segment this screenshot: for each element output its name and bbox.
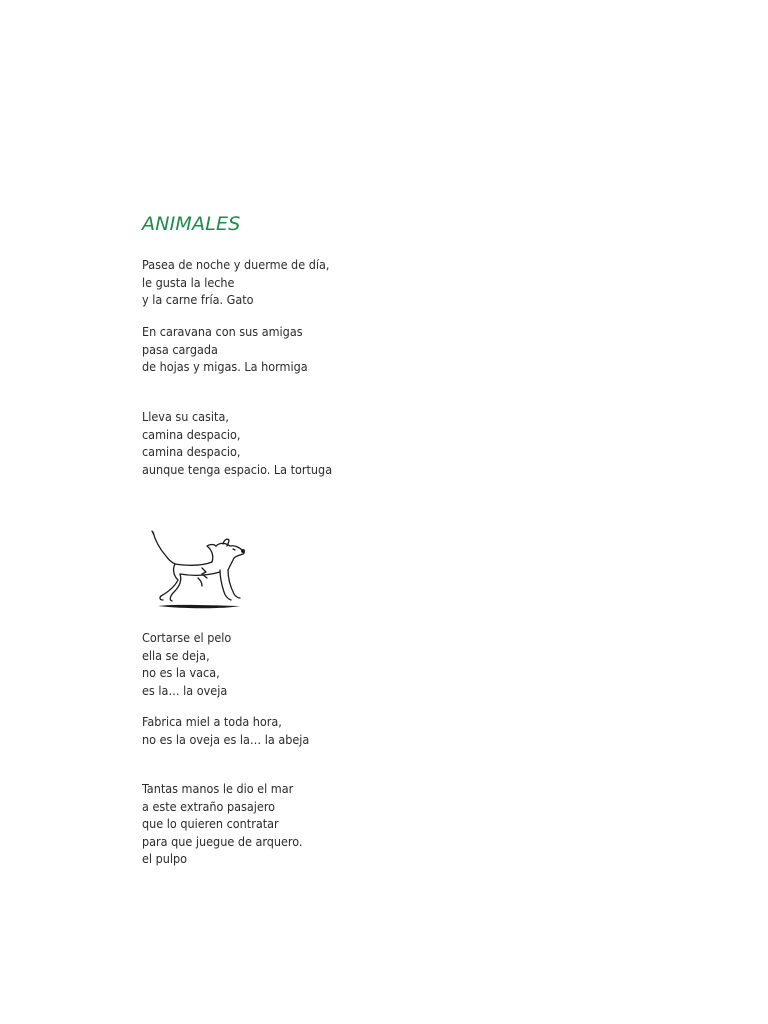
stanza-line: le gusta la leche — [142, 274, 235, 290]
stanza-line: Lleva su casita, — [142, 409, 229, 424]
stanza-line: Fabrica miel a toda hora, — [142, 714, 282, 729]
stanza-line: para que juegue de arquero. — [142, 833, 303, 849]
stanza-line: camina despacio, — [142, 444, 241, 459]
dog-illustration-icon — [144, 526, 256, 618]
riddle-stanza-abeja — [142, 713, 309, 748]
stanza-line: a este extraño pasajero — [142, 798, 276, 814]
page-title: ANIMALES — [142, 213, 241, 235]
riddle-stanza-tortuga — [142, 408, 332, 478]
stanza-line: no es la oveja es la… la abeja — [142, 731, 310, 747]
stanza-line: ella se deja, — [142, 647, 210, 663]
stanza-line: camina despacio, — [142, 426, 241, 442]
riddle-stanza-hormiga — [142, 323, 308, 376]
stanza-line: es la… la oveja — [142, 682, 228, 698]
stanza-line: no es la vaca, — [142, 665, 220, 680]
riddle-stanza-gato — [142, 256, 329, 309]
stanza-line: y la carne fría. Gato — [142, 292, 254, 307]
stanza-line: pasa cargada — [142, 341, 218, 357]
stanza-line: el pulpo — [142, 851, 188, 866]
stanza-line: Cortarse el pelo — [142, 630, 232, 645]
riddle-stanza-pulpo — [142, 780, 303, 868]
stanza-line: Tantas manos le dio el mar — [142, 781, 294, 796]
riddle-stanza-oveja — [142, 629, 231, 699]
stanza-line: En caravana con sus amigas — [142, 324, 303, 339]
stanza-line: que lo quieren contratar — [142, 816, 279, 831]
stanza-line: aunque tenga espacio. La tortuga — [142, 461, 333, 477]
stanza-line: Pasea de noche y duerme de día, — [142, 257, 330, 272]
stanza-line: de hojas y migas. La hormiga — [142, 359, 308, 374]
